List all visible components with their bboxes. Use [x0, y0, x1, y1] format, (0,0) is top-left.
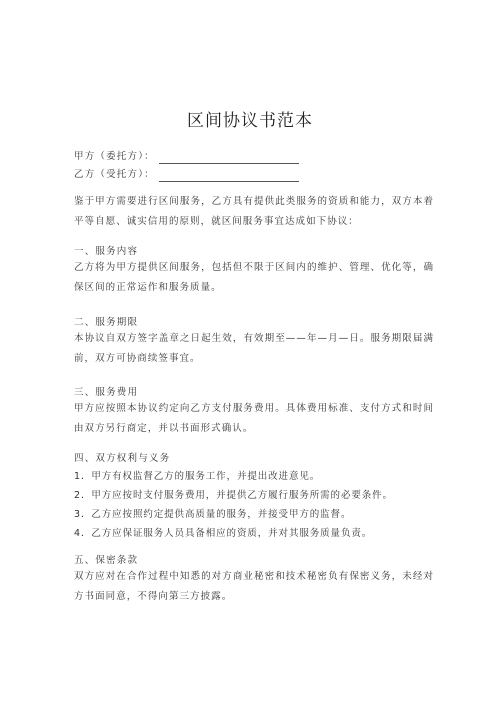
- list-item: 4．乙方应保证服务人员具备相应的资质，并对其服务质量负责。: [74, 528, 373, 539]
- section-body-service-content: 乙方将为甲方提供区间服务，包括但不限于区间内的维护、管理、优化等，确保区间的正常运作和服务质量。: [74, 262, 434, 293]
- party-a-label: 甲方（委托方）：: [74, 151, 155, 162]
- section-heading-rights-obligations: 四、双方权利与义务: [74, 453, 171, 464]
- party-a-line: [74, 150, 299, 164]
- section-body-service-fees: 甲方应按照本协议约定向乙方支付服务费用。具体费用标准、支付方式和时间由双方另行商定，并以书面形式确认。: [74, 403, 434, 434]
- list-item: 1．甲方有权监督乙方的服务工作，并提出改进意见。: [74, 471, 321, 482]
- list-item: 3．乙方应按照约定提供高质量的服务，并接受甲方的监督。: [74, 509, 352, 520]
- section-heading-service-fees: 三、服务费用: [74, 387, 139, 398]
- party-b-blank: [159, 170, 299, 182]
- section-body-confidentiality: 双方应对在合作过程中知悉的对方商业秘密和技术秘密负有保密义务，未经对方书面同意，不得向第三方披露。: [74, 571, 434, 602]
- preamble-paragraph: 鉴于甲方需要进行区间服务，乙方具有提供此类服务的资质和能力，双方本着平等自愿、诚实信用的原则，就区间服务事宜达成如下协议：: [74, 196, 434, 227]
- party-b-label: 乙方（受托方）：: [74, 169, 155, 180]
- section-heading-confidentiality: 五、保密条款: [74, 555, 139, 566]
- document-title: 区间协议书范本: [187, 111, 313, 131]
- list-item: 2．甲方应按时支付服务费用，并提供乙方履行服务所需的必要条件。: [74, 490, 393, 501]
- section-heading-service-content: 一、服务内容: [74, 246, 139, 257]
- section-heading-service-term: 二、服务期限: [74, 317, 139, 328]
- party-b-line: [74, 168, 299, 182]
- section-body-service-term: 本协议自双方签字盖章之日起生效，有效期至——年—月—日。服务期限届满前，双方可协商续签事宜。: [74, 333, 434, 364]
- party-a-blank: [159, 152, 299, 164]
